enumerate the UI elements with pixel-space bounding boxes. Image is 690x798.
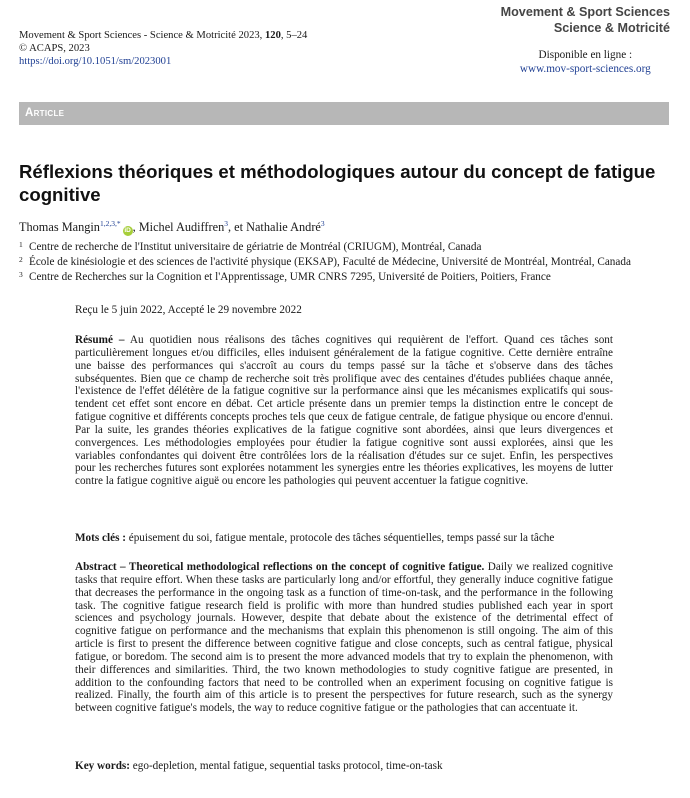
journal-website-link[interactable]: www.mov-sport-sciences.org: [519, 63, 651, 75]
affiliation-list: [19, 241, 669, 286]
abstract-text: Daily we realized cognitive tasks that require effort. When these tasks are particularly long and/or effortful, they generally induce cognitive fatigue that decreases the performance in the ongoing task as a function of time-on-task, and the performance in the following task. The cognitive fatigue research field is prolific with more than hundred studies published each year in sport sciences and psychology journals. However, despite that debate about the existence of the detrimental effect of cognitive fatigue on performance and the mechanisms that explain this phenomenon is still ongoing. The aim of this article is first to present the difference between cognitive fatigue and close concepts, such as central fatigue, physical fatigue, or boredom. The second aim is to present the more advanced models that try to explain the phenomenon, with their differences and similarities. Third, the two known methodologies to study cognitive fatigue are presented, in addition to the confounding factors that need to be controlled when an experiment focusing on cognitive fatigue is realized. Finally, the fourth aim of this article is to present the perspectives for future research, such as the synergy between cognitive fatigue's models, the way to reduce cognitive fatigue or the pathologies that can accentuate it.: [75, 561, 613, 715]
orcid-icon[interactable]: iD: [124, 227, 131, 235]
affiliation-item: [19, 256, 669, 269]
resume-section: [75, 334, 613, 488]
copyright: © ACAPS, 2023: [19, 43, 90, 54]
available-label: Disponible en ligne :: [538, 49, 633, 61]
author-separator: , et: [227, 220, 247, 235]
article-title: Réflexions théoriques et méthodologiques autour du concept de fatigue cognitive: [19, 161, 656, 205]
brand-line-1: Movement & Sport Sciences: [500, 5, 670, 19]
author-affiliation-ref[interactable]: 3: [224, 219, 228, 228]
author-name: Thomas Mangin: [19, 220, 100, 235]
affiliation-item: [19, 241, 669, 254]
journal-citation: Movement & Sport Sciences - Science & Motricité 2023, 120, 5–24: [19, 30, 308, 41]
mots-cles-label: Mots clés :: [75, 532, 126, 544]
keywords-section: [75, 760, 613, 773]
affiliation-number: 2: [19, 255, 23, 264]
keywords-label: Key words:: [75, 760, 130, 772]
journal-brand: [501, 4, 670, 76]
article-type-bar: Article: [19, 102, 669, 125]
abstract-section: [75, 561, 613, 715]
author-name: Nathalie André: [246, 220, 321, 235]
author-list: [19, 216, 325, 236]
brand-line-2: Science & Motricité: [553, 21, 670, 35]
abstract-label: Abstract – Theoretical methodological reflections on the concept of cognitive fatigue.: [75, 561, 485, 573]
author-separator: ,: [132, 220, 139, 235]
resume-label: Résumé –: [75, 334, 125, 346]
author-name: Michel Audiffren: [138, 220, 225, 235]
affiliation-item: [19, 271, 669, 284]
affiliation-number: 3: [19, 270, 23, 279]
affiliation-text: Centre de recherche de l'Institut universitaire de gériatrie de Montréal (CRIUGM), Montréal, Canada: [29, 241, 482, 253]
journal-header: [19, 29, 307, 68]
affiliation-number: 1: [19, 240, 23, 249]
received-accepted-dates: Reçu le 5 juin 2022, Accepté le 29 novembre 2022: [75, 304, 302, 316]
affiliation-text: École de kinésiologie et des sciences de l'activité physique (EKSAP), Faculté de Médecine, Université de Montréal, Montréal, Canada: [29, 256, 631, 268]
author-affiliation-ref[interactable]: 3: [320, 219, 325, 228]
affiliation-text: Centre de Recherches sur la Cognition et l'Apprentissage, UMR CNRS 7295, Université de Poitiers, Poitiers, France: [29, 271, 551, 283]
mots-cles-text: épuisement du soi, fatigue mentale, protocole des tâches séquentielles, temps passé sur la tâche: [125, 532, 555, 544]
doi-link[interactable]: https://doi.org/10.1051/sm/2023001: [19, 56, 172, 67]
resume-text: Au quotidien nous réalisons des tâches cognitives qui requièrent de l'effort. Quand ces tâches sont particulièrement longues et/ou difficiles, elles induisent généralement de la fatigue cognitive. Cette dernière entraîne une baisse des performances qui s'accroît au cours du temps passé sur la tâche et s'observe dans des tâches subséquentes. Bien que ce champ de recherche soit très prolifique avec des centaines d'études publiées chaque année, l'existence de l'effet délétère de la fatigue cognitive sur la performance ainsi que les mécanismes explicatifs qui sous-tendent cet effet sont encore en débat. Cet article présente dans un premier temps la distinction entre le concept de fatigue cognitive et différents concepts proches tels que ceux de fatigue centrale, de fatigue physique ou encore d'ennui. Par la suite, les grandes théories explicatives de la fatigue cognitive sont abordées, ainsi que leurs divergences et convergences. Les méthodologies employées pour étudier la fatigue cognitive sont aussi explorées, ainsi que les variables confondantes qui doivent être contrôlées lors de la réalisation d'études sur ce sujet. Enfin, les perspectives pour les recherches futures sont explorées notamment les synergies entre les théories explicatives, les moyens de lutter contre la fatigue cognitive aiguë ou encore les pathologies qui peuvent accentuer la fatigue cognitive.: [75, 334, 613, 488]
mots-cles-section: [75, 532, 613, 545]
author-affiliation-ref[interactable]: 1,2,3,*: [99, 219, 121, 228]
keywords-text: ego-depletion, mental fatigue, sequential tasks protocol, time-on-task: [130, 760, 443, 772]
